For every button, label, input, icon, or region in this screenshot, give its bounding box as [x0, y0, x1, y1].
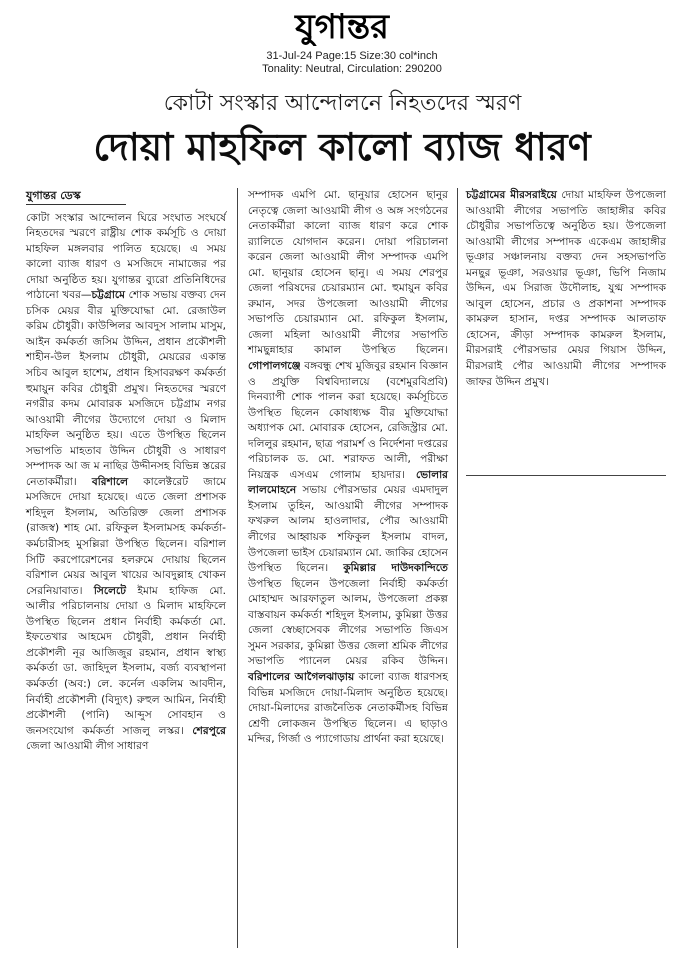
body-text: ইমাম হাফিজ মো. আলীর পরিচালনায় দোয়া ও মিলাদ মাহফিলে উপস্থিত ছিলেন প্রধান নির্বাহী কর্মকর্তা মো. ইফতেখার আহমেদ চৌধুরী, প্রধান নির্বাহী প্রকৌশলী নূর আজিজুর রহমান, প্রধান স্বাস্থ্য কর্মকর্তা ডা. জাহিদুল ইসলাম, বর্জ্য ব্যবস্থাপনা কর্মকর্তা (অব:) লে. কর্নেল একলিম আবদীন, নির্বাহী প্রকৌশলী (বিদ্যুৎ) রুহুল আমিন, নির্বাহী প্রকৌশলী (পানি) আব্দুস সোবহান ও জনসংযোগ কর্মকর্তা সাজলু লস্কর। — [26, 584, 226, 737]
body-text: শোক সভায় বক্তব্য দেন চসিক মেয়র বীর মুক্তিযোদ্ধা মো. রেজাউল করিম চৌধুরী। কাউন্সিলর আবদুস সালাম মাসুম, আইন কর্মকর্তা জসিম উদ্দিন, প্রধান প্রকৌশলী শাহীন-উল ইসলাম চৌধুরী, মেয়রের একান্ত সচিব আবুল হাশেম, প্রধান হিসাবরক্ষণ কর্মকর্তা হুমায়ুন কবির চৌধুরী প্রমুখ। নিহতদের স্মরণে নগরীর কদম মোবারক মসজিদে চট্টগ্রাম নগর আওয়ামী লীগের উদ্যোগে দোয়া ও মিলাদ মাহফিল অনুষ্ঠিত হয়। এতে উপস্থিত ছিলেন সভাপতি মাহতাব উদ্দিন চৌধুরী ও সাধারণ সম্পাদক আ জ ম নাছির উদ্দীনসহ বিভিন্ন স্তরের নেতাকর্মীরা। — [26, 289, 226, 488]
clipping-meta-date: 31-Jul-24 Page:15 Size:30 col*inch — [266, 50, 438, 62]
location-lead: বরিশালে — [91, 475, 129, 488]
article-headline: দোয়া মাহফিল কালো ব্যাজ ধারণ — [93, 125, 591, 169]
article-column-1 — [26, 188, 226, 755]
location-lead: বরিশালের আগৈলঝাড়ায় — [248, 670, 355, 683]
article-byline: যুগান্তর ডেস্ক — [26, 188, 126, 205]
body-text: সম্পাদক এমপি মো. ছানুয়ার হোসেন ছানুর নেতৃত্বে জেলা আওয়ামী লীগ ও অঙ্গ সংগঠনের নেতাকর্মীরা কালো ব্যাজ ধারণ করে শোক র‌্যালিতে যোগদান করেন। দোয়া পরিচালনা করেন জেলা আওয়ামী লীগ সম্পাদক এমপি মো. ছানুয়ার হোসেন ছানু। এ সময় শেরপুর জেলা পরিষদের চেয়ারম্যান মো. হুমায়ুন কবির রুমান, সদর উপজেলা আওয়ামী লীগের সভাপতি চেয়ারম্যান মো. রফিকুল ইসলাম, জেলা মহিলা আওয়ামী লীগের সভাপতি শামছুন্নাহার কামাল উপস্থিত ছিলেন। — [248, 189, 448, 357]
article-kicker: কোটা সংস্কার আন্দোলনে নিহতদের স্মরণ — [163, 91, 522, 116]
body-text: জেলা আওয়ামী লীগ সাধারণ — [26, 740, 149, 753]
newspaper-logo — [245, 2, 440, 46]
body-text: কালেক্টরেট জামে মসজিদে দোয়া হয়েছে। এতে জেলা প্রশাসক শহিদুল ইসলাম, অতিরিক্ত জেলা প্রশাসক (রাজস্ব) শাহ মো. রফিকুল ইসলামসহ কর্মকর্তা-কর্মচারীসহ মুসল্লিরা উপস্থিত ছিলেন। বরিশাল সিটি করপোরেশনের হলরুমে দোয়ায় ছিলেন বরিশাল মেয়র আবুল খায়ের আবদুল্লাহ খোকন সেরনিয়াবাত। — [26, 475, 226, 597]
body-text: বঙ্গবন্ধু শেখ মুজিবুর রহমান বিজ্ঞান ও প্রযুক্তি বিশ্ববিদ্যালয়ে (বশেমুরবিপ্রবি) দিনব্যাপী শোক পালন করা হয়েছে। কর্মসূচিতে উপস্থিত ছিলেন কোষাধ্যক্ষ বীর মুক্তিযোদ্ধা অধ্যাপক মো. মোবারক হোসেন, রেজিস্ট্রার মো. দলিলুর রহমান, ছাত্র পরামর্শ ও নির্দেশনা দপ্তরের পরিচালক ড. মো. শরাফত আলী, পরীক্ষা নিয়ন্ত্রক এসএম গোলাম হায়দার। — [248, 360, 448, 481]
article-column-2 — [248, 188, 448, 748]
column-divider — [457, 188, 458, 948]
column-2-body — [248, 188, 448, 748]
location-lead: ভোলার লালমোহনে — [248, 468, 448, 497]
column-divider — [237, 188, 238, 948]
location-lead: সিলেটে — [93, 584, 127, 597]
location-lead: গোপালগঞ্জে — [248, 360, 301, 373]
body-text: দোয়া মাহফিল উপজেলা আওয়ামী লীগের সভাপতি জাহাঙ্গীর কবির চৌধুরীর সভাপতিত্বে অনুষ্ঠিত হয়। উপজেলা আওয়ামী লীগের সম্পাদক একেএম জাহাঙ্গীর ভূঞার সঞ্চালনায় বক্তব্য দেন সহসভাপতি মনছুর ভূঞা, সরওয়ার ভূঞা, ভিপি নিজাম উদ্দিন, এম সিরাজ উদৌলাহ, যুগ্ম সম্পাদক আবুল হোসেন, প্রচার ও প্রকাশনা সম্পাদক কামরুল হাসান, দপ্তর সম্পাদক আলতাফ হোসেন, ক্রীড়া সম্পাদক কামরুল ইসলাম, মীরসরাই পৌরসভার মেয়র গিয়াস উদ্দিন, মীরসরাই পৌর আওয়ামী লীগের সম্পাদক জাফর উদ্দিন প্রমুখ। — [466, 189, 666, 388]
body-text: কালো ব্যাজ ধারণসহ বিভিন্ন মসজিদে দোয়া-মিলাদ অনুষ্ঠিত হয়েছে। দোয়া-মিলাদের রাজনৈতিক নেতাকর্মীসহ বিভিন্ন শ্রেণী লোকজন উপস্থিত ছিলেন। এ ছাড়াও মন্দির, গির্জা ও প্যাগোডায় প্রার্থনা করা হয়েছে। — [248, 670, 448, 746]
body-text: উপস্থিত ছিলেন উপজেলা নির্বাহী কর্মকর্তা মোহাম্মদ আরফাতুল আলম, উপজেলা প্রকল্প বাস্তবায়ন কর্মকর্তা শহিদুল ইসলাম, কুমিল্লা উত্তর জেলা স্বেচ্ছাসেবক লীগের সভাপতি জিএস সুমন সরকার, কুমিল্লা উত্তর জেলা শ্রমিক লীগের সভাপতি প্যানেল মেয়র রকিব উদ্দিন। — [248, 577, 448, 668]
location-lead: শেরপুরে — [192, 724, 226, 737]
article-column-3 — [466, 188, 666, 390]
article-end-rule — [466, 475, 666, 476]
column-3-body — [466, 188, 666, 390]
column-1-body — [26, 211, 226, 755]
clipping-meta-tonality: Tonality: Neutral, Circulation: 290200 — [262, 63, 442, 75]
body-text: সভায় পৌরসভার মেয়র এমদাদুল ইসলাম তুহিন, আওয়ামী লীগের সম্পাদক ফখরুল আলম হাওলাদার, পৌর আওয়ামী লীগের আহ্বায়ক শফিকুল ইসলাম বাদল, উপজেলা ভাইস চেয়ারম্যান মো. জাকির হোসেন উপস্থিত ছিলেন। — [248, 484, 448, 575]
body-text: কোটা সংস্কার আন্দোলন ঘিরে সংঘাত সংঘর্ষে নিহতদের স্মরণে রাষ্ট্রীয় শোক কর্মসূচি ও দোয়া মাহফিল মঙ্গলবার পালিত হয়েছে। এ সময় কালো ব্যাজ ধারণ ও মসজিদে নামাজের পর দোয়া অনুষ্ঠিত হয়। যুগান্তর ব্যুরো প্রতিনিধিদের পাঠানো খবর— — [26, 211, 226, 302]
location-lead: কুমিল্লার দাউদকান্দিতে — [343, 562, 449, 575]
logo-text: যুগান্তর — [295, 7, 389, 46]
location-lead: চট্টগ্রামে — [91, 289, 126, 302]
location-lead: চট্টগ্রামের মীরসরাইয়ে — [466, 189, 557, 201]
